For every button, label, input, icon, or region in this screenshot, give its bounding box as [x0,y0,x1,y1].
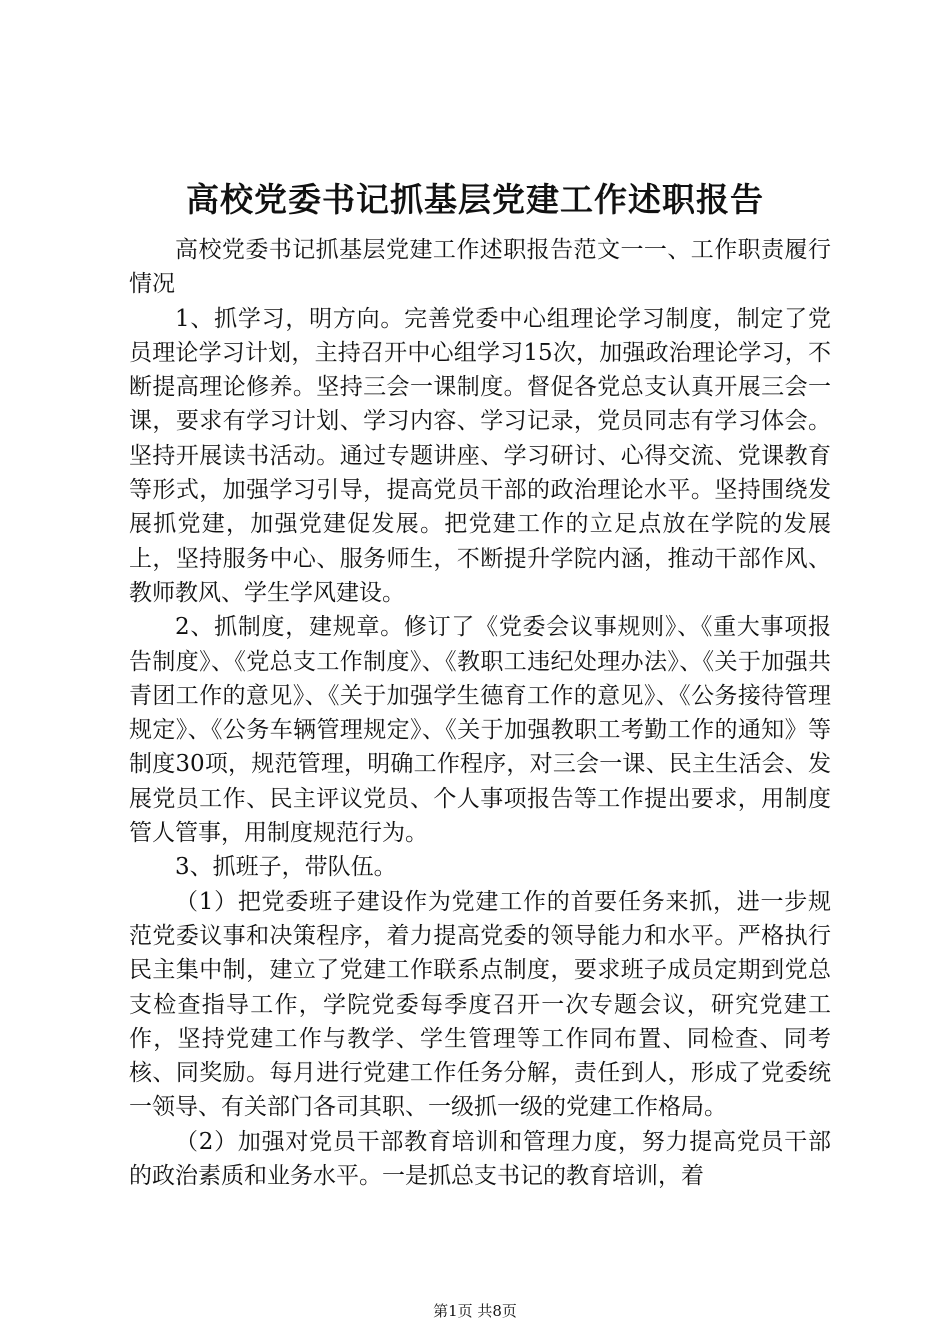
document-body [129,233,831,1193]
paragraph-team-heading: 3、抓班子，带队伍。 [175,854,397,881]
page-footer: 第1页 共8页 [433,1302,517,1320]
paragraph-team-2: （2）加强对党员干部教育培训和管理力度，努力提高党员干部的政治素质和业务水平。一是抓总支书记的教育培训，着 [129,1128,831,1190]
paragraph-rules: 2、抓制度，建规章。修订了《党委会议事规则》、《重大事项报告制度》、《党总支工作制度》、《教职工违纪处理办法》、《关于加强共青团工作的意见》、《关于加强学生德育工作的意见》、《公务接待管理规定》、《公务车辆管理规定》、《关于加强教职工考勤工作的通知》等制度30项，规范管理，明确工作程序，对三会一课、民主生活会、发展党员工作、民主评议党员、个人事项报告等工作提出要求，用制度管人管事，用制度规范行为。 [129,614,831,847]
paragraph-team-1: （1）把党委班子建设作为党建工作的首要任务来抓，进一步规范党委议事和决策程序，着力提高党委的领导能力和水平。严格执行民主集中制，建立了党建工作联系点制度，要求班子成员定期到党总支检查指导工作，学院党委每季度召开一次专题会议，研究党建工作，坚持党建工作与教学、学生管理等工作同布置、同检查、同考核、同奖励。每月进行党建工作任务分解，责任到人，形成了党委统一领导、有关部门各司其职、一级抓一级的党建工作格局。 [129,888,831,1121]
paragraph-intro: 高校党委书记抓基层党建工作述职报告范文一一、工作职责履行情况 [129,237,831,298]
document-title: 高校党委书记抓基层党建工作述职报告 [186,180,764,219]
paragraph-study: 1、抓学习，明方向。完善党委中心组理论学习制度，制定了党员理论学习计划，主持召开中心组学习15次，加强政治理论学习，不断提高理论修养。坚持三会一课制度。督促各党总支认真开展三会一课，要求有学习计划、学习内容、学习记录，党员同志有学习体会。坚持开展读书活动。通过专题讲座、学习研讨、心得交流、党课教育等形式，加强学习引导，提高党员干部的政治理论水平。坚持围绕发展抓党建，加强党建促发展。把党建工作的立足点放在学院的发展上，坚持服务中心、服务师生，不断提升学院内涵，推动干部作风、教师教风、学生学风建设。 [129,305,831,606]
